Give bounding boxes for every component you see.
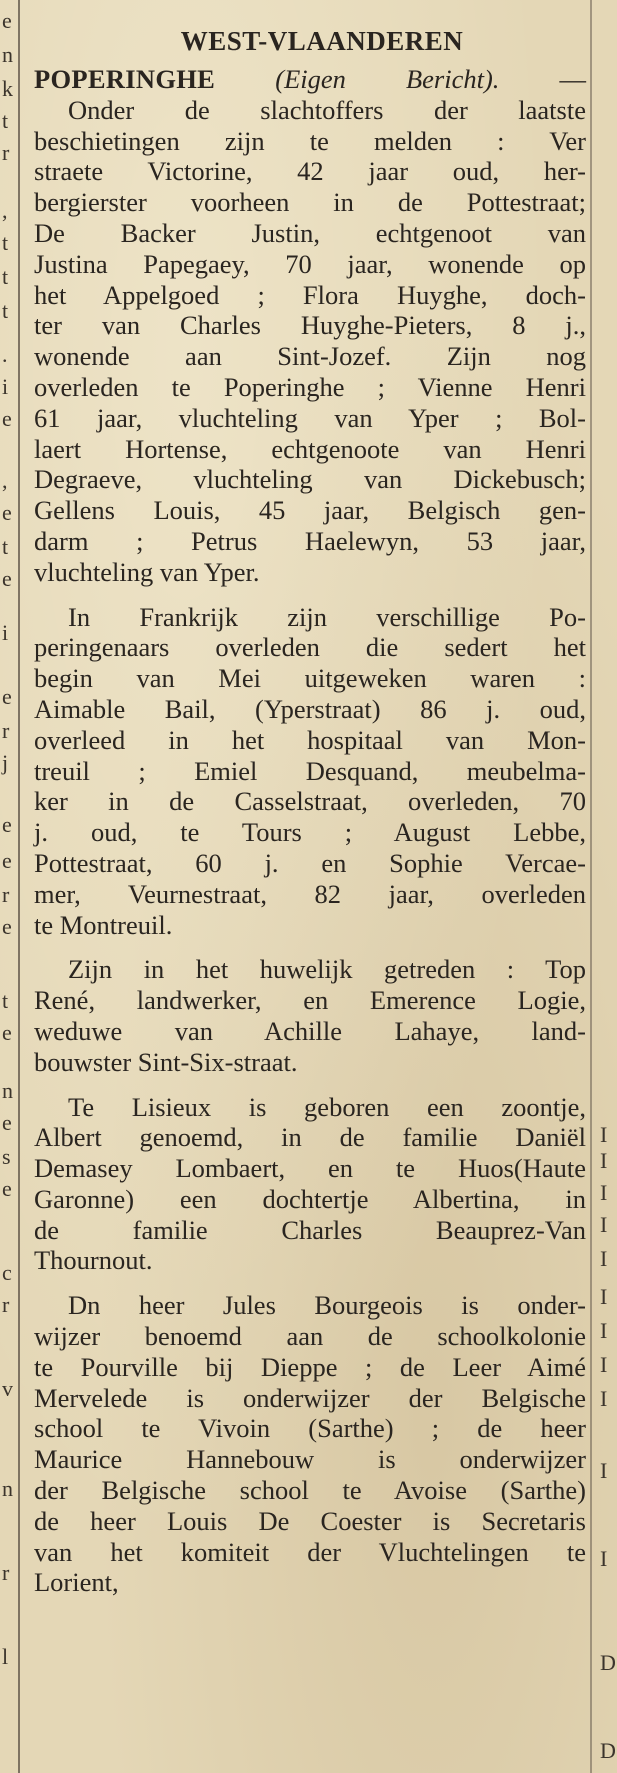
article-line: Te Lisieux is geboren een zoontje, <box>68 1091 586 1122</box>
margin-glyph: e <box>2 848 12 873</box>
article-line: Degraeve, vluchteling van Dickebusch; <box>34 464 586 495</box>
margin-glyph: I <box>600 1246 608 1271</box>
article-line: te Pourville bij Dieppe ; de Leer Aimé <box>34 1351 586 1382</box>
margin-glyph: i <box>2 374 9 399</box>
margin-glyph: e <box>2 500 12 525</box>
margin-glyph: , <box>2 468 8 493</box>
margin-glyph: I <box>600 1122 608 1147</box>
margin-glyph: . <box>2 342 8 367</box>
source-credit: (Eigen Bericht). <box>275 64 500 94</box>
margin-glyph: D <box>600 1738 616 1763</box>
article-line: wonende aan Sint-Jozef. Zijn nog <box>34 341 586 372</box>
article-line: In Frankrijk zijn verschillige Po- <box>68 601 586 632</box>
margin-glyph: r <box>2 718 10 743</box>
article-line: weduwe van Achille Lahaye, land- <box>34 1015 586 1046</box>
margin-glyph: I <box>600 1386 608 1411</box>
article-line: overleed in het hospitaal van Mon- <box>34 724 586 755</box>
margin-glyph: i <box>2 620 9 645</box>
article-line: peringenaars overleden die sedert het <box>34 632 586 663</box>
article-line: Aimable Bail, (Yperstraat) 86 j. oud, <box>34 693 586 724</box>
section-headline: WEST-VLAANDEREN <box>180 26 464 56</box>
article-line: de heer Louis De Coester is Secretaris <box>34 1505 586 1536</box>
margin-glyph: t <box>2 534 9 559</box>
margin-glyph: v <box>2 1376 13 1401</box>
column-rule-right <box>590 0 592 1773</box>
article-line: 61 jaar, vluchteling van Yper ; Bol- <box>34 402 586 433</box>
article-line: j. oud, te Tours ; August Lebbe, <box>34 817 586 848</box>
article-line: school te Vivoin (Sarthe) ; de heer <box>34 1413 586 1444</box>
article-line: mer, Veurnestraat, 82 jaar, overleden <box>34 878 586 909</box>
right-margin-column-fragment <box>596 0 617 1773</box>
dateline-dash: — <box>559 64 587 94</box>
margin-glyph: t <box>2 988 9 1013</box>
margin-glyph: r <box>2 1560 10 1585</box>
margin-glyph: l <box>2 1644 9 1669</box>
column-rule-left <box>18 0 20 1773</box>
margin-glyph: I <box>600 1284 608 1309</box>
margin-glyph: D <box>600 1650 616 1675</box>
margin-glyph: r <box>2 1292 10 1317</box>
margin-glyph: e <box>2 406 12 431</box>
dateline: POPERINGHE <box>34 64 216 94</box>
margin-glyph: I <box>600 1148 608 1173</box>
article-line: te Montreuil. <box>34 909 173 940</box>
margin-glyph: I <box>600 1318 608 1343</box>
margin-glyph: e <box>2 1020 12 1045</box>
article-paragraph <box>34 602 586 941</box>
article-paragraph <box>34 64 586 588</box>
margin-glyph: n <box>2 42 13 67</box>
article-line: Lorient, <box>34 1567 119 1598</box>
article-line: bergierster voorheen in de Pottestraat; <box>34 187 586 218</box>
news-article <box>34 18 586 1598</box>
margin-glyph: I <box>600 1352 608 1377</box>
article-line: begin van Mei uitgeweken waren : <box>34 663 586 694</box>
margin-glyph: t <box>2 264 9 289</box>
margin-glyph: e <box>2 8 12 33</box>
margin-glyph: I <box>600 1212 608 1237</box>
article-line: De Backer Justin, echtgenoot van <box>34 217 586 248</box>
article-line: Pottestraat, 60 j. en Sophie Vercae- <box>34 847 586 878</box>
article-line: Onder de slachtoffers der laatste <box>68 94 586 125</box>
margin-glyph: e <box>2 1176 12 1201</box>
margin-glyph: e <box>2 566 12 591</box>
article-line: Dn heer Jules Bourgeois is onder- <box>68 1290 586 1321</box>
article-line: ter van Charles Huyghe-Pieters, 8 j., <box>34 310 586 341</box>
article-line: René, landwerker, en Emerence Logie, <box>34 985 586 1016</box>
article-paragraph <box>34 1290 586 1598</box>
margin-glyph: n <box>2 1476 13 1501</box>
article-line: het Appelgoed ; Flora Huyghe, doch- <box>34 279 586 310</box>
margin-glyph: c <box>2 1260 12 1285</box>
article-line: Garonne) een dochtertje Albertina, in <box>34 1183 586 1214</box>
article-line: bouwster Sint-Six-straat. <box>34 1046 298 1077</box>
article-line: Albert genoemd, in de familie Daniël <box>34 1122 586 1153</box>
left-margin-column-fragment <box>0 0 16 1773</box>
article-line: der Belgische school te Avoise (Sarthe) <box>34 1475 586 1506</box>
article-line: wijzer benoemd aan de schoolkolonie <box>34 1321 586 1352</box>
article-line: Zijn in het huwelijk getreden : Top <box>68 954 586 985</box>
margin-glyph: , <box>2 198 8 223</box>
margin-glyph: e <box>2 812 12 837</box>
article-paragraph <box>34 1092 586 1277</box>
margin-glyph: r <box>2 140 10 165</box>
margin-glyph: t <box>2 230 9 255</box>
article-line: ker in de Casselstraat, overleden, 70 <box>34 786 586 817</box>
margin-glyph: k <box>2 76 13 101</box>
article-line: straete Victorine, 42 jaar oud, her- <box>34 156 586 187</box>
article-line: treuil ; Emiel Desquand, meubelma- <box>34 755 586 786</box>
margin-glyph: e <box>2 684 12 709</box>
margin-glyph: I <box>600 1180 608 1205</box>
margin-glyph: I <box>600 1458 608 1483</box>
article-line: vluchteling van Yper. <box>34 556 260 587</box>
margin-glyph: t <box>2 298 9 323</box>
article-line: beschietingen zijn te melden : Ver <box>34 125 586 156</box>
article-line: Maurice Hannebouw is onderwijzer <box>34 1444 586 1475</box>
article-line: Demasey Lombaert, en te Huos(Haute <box>34 1153 586 1184</box>
article-line: Mervelede is onderwijzer der Belgische <box>34 1382 586 1413</box>
margin-glyph: r <box>2 882 10 907</box>
article-line: de familie Charles Beauprez-Van <box>34 1214 586 1245</box>
article-line: Gellens Louis, 45 jaar, Belgisch gen- <box>34 495 586 526</box>
margin-glyph: s <box>2 1144 11 1169</box>
article-paragraph <box>34 954 586 1077</box>
margin-glyph: e <box>2 1110 12 1135</box>
margin-glyph: n <box>2 1078 13 1103</box>
article-line <box>34 64 586 95</box>
margin-glyph: e <box>2 914 12 939</box>
article-line: overleden te Poperinghe ; Vienne Henri <box>34 371 586 402</box>
article-line: laert Hortense, echtgenoote van Henri <box>34 433 586 464</box>
article-line: Justina Papegaey, 70 jaar, wonende op <box>34 248 586 279</box>
margin-glyph: j <box>2 750 9 775</box>
article-line: Thournout. <box>34 1245 153 1276</box>
article-line: van het komiteit der Vluchtelingen te <box>34 1536 586 1567</box>
article-line: darm ; Petrus Haelewyn, 53 jaar, <box>34 525 586 556</box>
margin-glyph: t <box>2 108 9 133</box>
margin-glyph: I <box>600 1546 608 1571</box>
